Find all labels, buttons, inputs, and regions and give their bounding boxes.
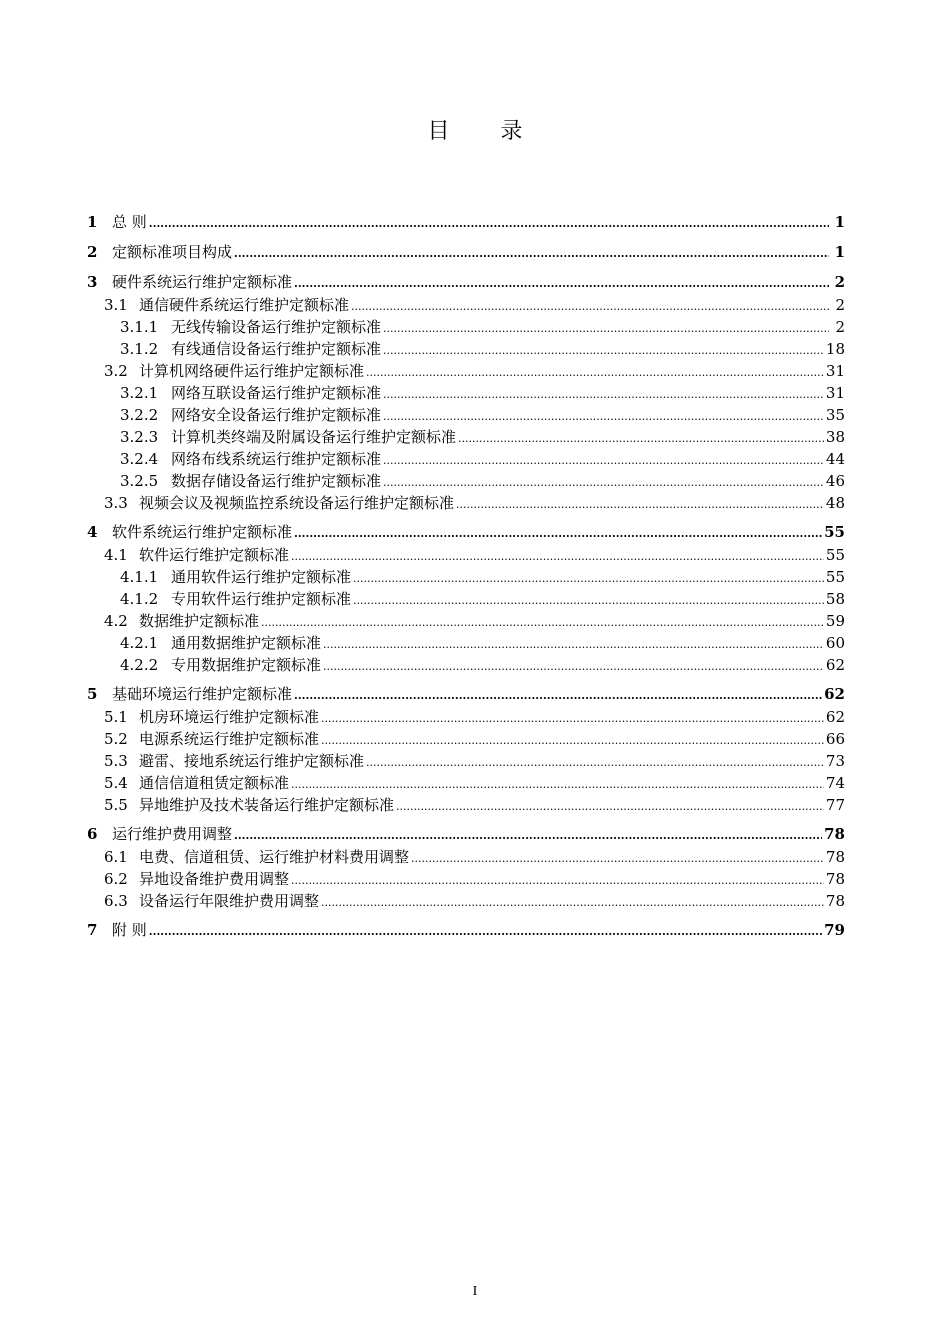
- toc-entry-number: 6.2: [104, 870, 128, 888]
- toc-entry-number: 5: [87, 685, 98, 703]
- toc-entry[interactable]: [87, 772, 845, 794]
- toc-entry[interactable]: [87, 610, 845, 632]
- toc-entry[interactable]: [87, 794, 845, 816]
- toc-entry-number: 7: [87, 921, 98, 939]
- toc-entry-label: 定额标准项目构成: [112, 243, 233, 261]
- toc-entry-page: 46: [825, 472, 845, 490]
- toc-entry-number: 3.1: [104, 296, 128, 314]
- toc-entry-number: 5.3: [104, 752, 128, 770]
- toc-entry-label: 视频会议及视频监控系统设备运行维护定额标准: [139, 494, 455, 512]
- toc-entry-number: 6: [87, 825, 98, 843]
- toc-entry[interactable]: [87, 382, 845, 404]
- toc-entry-number: 3.2.4: [120, 450, 159, 468]
- toc-leader-dots: [234, 243, 829, 265]
- toc-entry-label: 设备运行年限维护费用调整: [139, 892, 320, 910]
- toc-entry-label: 有线通信设备运行维护定额标准: [171, 340, 382, 358]
- toc-leader-dots: [383, 318, 829, 340]
- toc-entry-label: 避雷、接地系统运行维护定额标准: [139, 752, 365, 770]
- toc-entry-label: 专用软件运行维护定额标准: [171, 590, 352, 608]
- toc-entry-page: 1: [834, 213, 845, 231]
- toc-entry-page: 60: [825, 634, 845, 652]
- toc-leader-dots: [383, 472, 824, 494]
- toc-entry-label: 电费、信道租赁、运行维护材料费用调整: [139, 848, 410, 866]
- toc-entry-page: 31: [825, 362, 845, 380]
- toc-entry[interactable]: [87, 271, 845, 294]
- toc-entry-number: 6.1: [104, 848, 128, 866]
- toc-entry-page: 2: [835, 296, 845, 314]
- toc-entry[interactable]: [87, 492, 845, 514]
- toc-leader-dots: [294, 523, 822, 545]
- toc-entry-label: 通用软件运行维护定额标准: [171, 568, 352, 586]
- toc-entry-number: 3.2.3: [120, 428, 159, 446]
- toc-entry[interactable]: [87, 728, 845, 750]
- toc-entry-label: 异地维护及技术装备运行维护定额标准: [139, 796, 395, 814]
- toc-entry-label: 总 则: [112, 213, 147, 231]
- toc-leader-dots: [383, 406, 824, 428]
- toc-entry-page: 78: [824, 825, 845, 843]
- toc-entry-label: 网络布线系统运行维护定额标准: [171, 450, 382, 468]
- toc-entry-page: 59: [825, 612, 845, 630]
- toc-entry-number: 3.1.2: [120, 340, 159, 358]
- toc-leader-dots: [383, 384, 824, 406]
- toc-leader-dots: [351, 296, 829, 318]
- toc-entry[interactable]: [87, 919, 845, 942]
- toc-leader-dots: [353, 590, 824, 612]
- toc-entry-label: 硬件系统运行维护定额标准: [112, 273, 293, 291]
- toc-entry-label: 软件运行维护定额标准: [139, 546, 290, 564]
- toc-entry[interactable]: [87, 426, 845, 448]
- toc-entry-page: 79: [824, 921, 845, 939]
- toc-leader-dots: [294, 273, 829, 295]
- toc-entry-page: 73: [825, 752, 845, 770]
- page-number: I: [472, 1284, 478, 1299]
- toc-leader-dots: [149, 213, 829, 235]
- toc-entry-page: 78: [825, 892, 845, 910]
- toc-entry-page: 77: [825, 796, 845, 814]
- toc-entry[interactable]: [87, 750, 845, 772]
- toc-entry-page: 31: [825, 384, 845, 402]
- toc-leader-dots: [294, 685, 822, 707]
- toc-entry-label: 机房环境运行维护定额标准: [139, 708, 320, 726]
- toc-entry-number: 3.3: [104, 494, 128, 512]
- toc-entry-page: 18: [825, 340, 845, 358]
- toc-entry-number: 4.2.2: [120, 656, 159, 674]
- toc-leader-dots: [383, 450, 824, 472]
- toc-entry-number: 2: [87, 243, 98, 261]
- toc-leader-dots: [291, 870, 824, 892]
- toc-entry-number: 5.5: [104, 796, 128, 814]
- toc-entry-label: 通用数据维护定额标准: [171, 634, 322, 652]
- toc-leader-dots: [321, 730, 824, 752]
- toc-entry-label: 网络安全设备运行维护定额标准: [171, 406, 382, 424]
- toc-entry-label: 基础环境运行维护定额标准: [112, 685, 293, 703]
- toc-entry-number: 3.1.1: [120, 318, 159, 336]
- toc-leader-dots: [291, 546, 824, 568]
- toc-entry-number: 3: [87, 273, 98, 291]
- toc-entry-page: 55: [825, 546, 845, 564]
- toc-entry[interactable]: [87, 823, 845, 846]
- toc-entry[interactable]: [87, 241, 845, 264]
- toc-entry-label: 通信信道租赁定额标准: [139, 774, 290, 792]
- toc-entry-page: 44: [825, 450, 845, 468]
- toc-entry[interactable]: [87, 868, 845, 890]
- toc-entry[interactable]: [87, 211, 845, 234]
- toc-entry-label: 通信硬件系统运行维护定额标准: [139, 296, 350, 314]
- toc-entry[interactable]: [87, 521, 845, 544]
- toc-leader-dots: [323, 656, 824, 678]
- toc-entry-page: 74: [825, 774, 845, 792]
- toc-entry-label: 软件系统运行维护定额标准: [112, 523, 293, 541]
- toc-leader-dots: [366, 362, 824, 384]
- toc-entry-number: 5.4: [104, 774, 128, 792]
- table-of-contents: [87, 211, 845, 942]
- toc-entry-number: 3.2.5: [120, 472, 159, 490]
- toc-entry-page: 62: [825, 656, 845, 674]
- toc-entry-label: 计算机网络硬件运行维护定额标准: [139, 362, 365, 380]
- toc-leader-dots: [261, 612, 824, 634]
- toc-leader-dots: [323, 634, 824, 656]
- toc-leader-dots: [411, 848, 824, 870]
- toc-leader-dots: [321, 708, 824, 730]
- toc-entry[interactable]: [87, 294, 845, 316]
- toc-entry[interactable]: [87, 683, 845, 706]
- toc-entry[interactable]: [87, 654, 845, 676]
- toc-entry-number: 4.1: [104, 546, 128, 564]
- toc-leader-dots: [366, 752, 824, 774]
- toc-entry-label: 网络互联设备运行维护定额标准: [171, 384, 382, 402]
- toc-entry-page: 78: [825, 870, 845, 888]
- toc-entry[interactable]: [87, 706, 845, 728]
- toc-entry[interactable]: [87, 404, 845, 426]
- toc-entry-number: 5.2: [104, 730, 128, 748]
- toc-entry-number: 5.1: [104, 708, 128, 726]
- toc-entry-label: 数据维护定额标准: [139, 612, 260, 630]
- toc-entry[interactable]: [87, 360, 845, 382]
- toc-entry-page: 55: [824, 523, 845, 541]
- toc-entry-number: 4.2: [104, 612, 128, 630]
- toc-leader-dots: [149, 921, 822, 943]
- toc-leader-dots: [291, 774, 824, 796]
- toc-entry[interactable]: [87, 448, 845, 470]
- toc-entry-number: 3.2: [104, 362, 128, 380]
- page-title: 目 录: [427, 119, 545, 144]
- toc-entry-label: 无线传输设备运行维护定额标准: [171, 318, 382, 336]
- toc-entry[interactable]: [87, 632, 845, 654]
- toc-leader-dots: [458, 428, 824, 450]
- toc-entry[interactable]: [87, 890, 845, 912]
- toc-leader-dots: [396, 796, 824, 818]
- toc-entry-page: 2: [834, 273, 845, 291]
- toc-entry-page: 78: [825, 848, 845, 866]
- toc-entry-page: 58: [825, 590, 845, 608]
- toc-entry-label: 附 则: [112, 921, 147, 939]
- toc-entry-number: 3.2.1: [120, 384, 159, 402]
- toc-entry-page: 2: [835, 318, 845, 336]
- toc-entry-page: 66: [825, 730, 845, 748]
- toc-entry-page: 48: [825, 494, 845, 512]
- toc-entry-number: 4: [87, 523, 98, 541]
- toc-entry-page: 62: [825, 708, 845, 726]
- toc-entry-label: 计算机类终端及附属设备运行维护定额标准: [171, 428, 457, 446]
- toc-entry[interactable]: [87, 588, 845, 610]
- toc-entry-page: 35: [825, 406, 845, 424]
- toc-entry[interactable]: [87, 846, 845, 868]
- toc-leader-dots: [234, 825, 822, 847]
- toc-entry-number: 1: [87, 213, 98, 231]
- toc-entry-label: 数据存储设备运行维护定额标准: [171, 472, 382, 490]
- toc-entry-label: 电源系统运行维护定额标准: [139, 730, 320, 748]
- toc-entry[interactable]: [87, 316, 845, 338]
- toc-entry-page: 55: [825, 568, 845, 586]
- toc-leader-dots: [383, 340, 824, 362]
- toc-leader-dots: [456, 494, 824, 516]
- toc-entry[interactable]: [87, 338, 845, 360]
- toc-entry-number: 3.2.2: [120, 406, 159, 424]
- toc-entry-number: 4.1.2: [120, 590, 159, 608]
- toc-entry-page: 1: [834, 243, 845, 261]
- toc-leader-dots: [353, 568, 824, 590]
- toc-entry-number: 6.3: [104, 892, 128, 910]
- toc-entry-label: 运行维护费用调整: [112, 825, 233, 843]
- toc-entry-number: 4.1.1: [120, 568, 159, 586]
- toc-entry[interactable]: [87, 544, 845, 566]
- toc-entry[interactable]: [87, 566, 845, 588]
- toc-entry-number: 4.2.1: [120, 634, 159, 652]
- toc-entry-page: 38: [825, 428, 845, 446]
- toc-entry-label: 异地设备维护费用调整: [139, 870, 290, 888]
- toc-entry[interactable]: [87, 470, 845, 492]
- toc-entry-page: 62: [824, 685, 845, 703]
- toc-leader-dots: [321, 892, 824, 914]
- toc-entry-label: 专用数据维护定额标准: [171, 656, 322, 674]
